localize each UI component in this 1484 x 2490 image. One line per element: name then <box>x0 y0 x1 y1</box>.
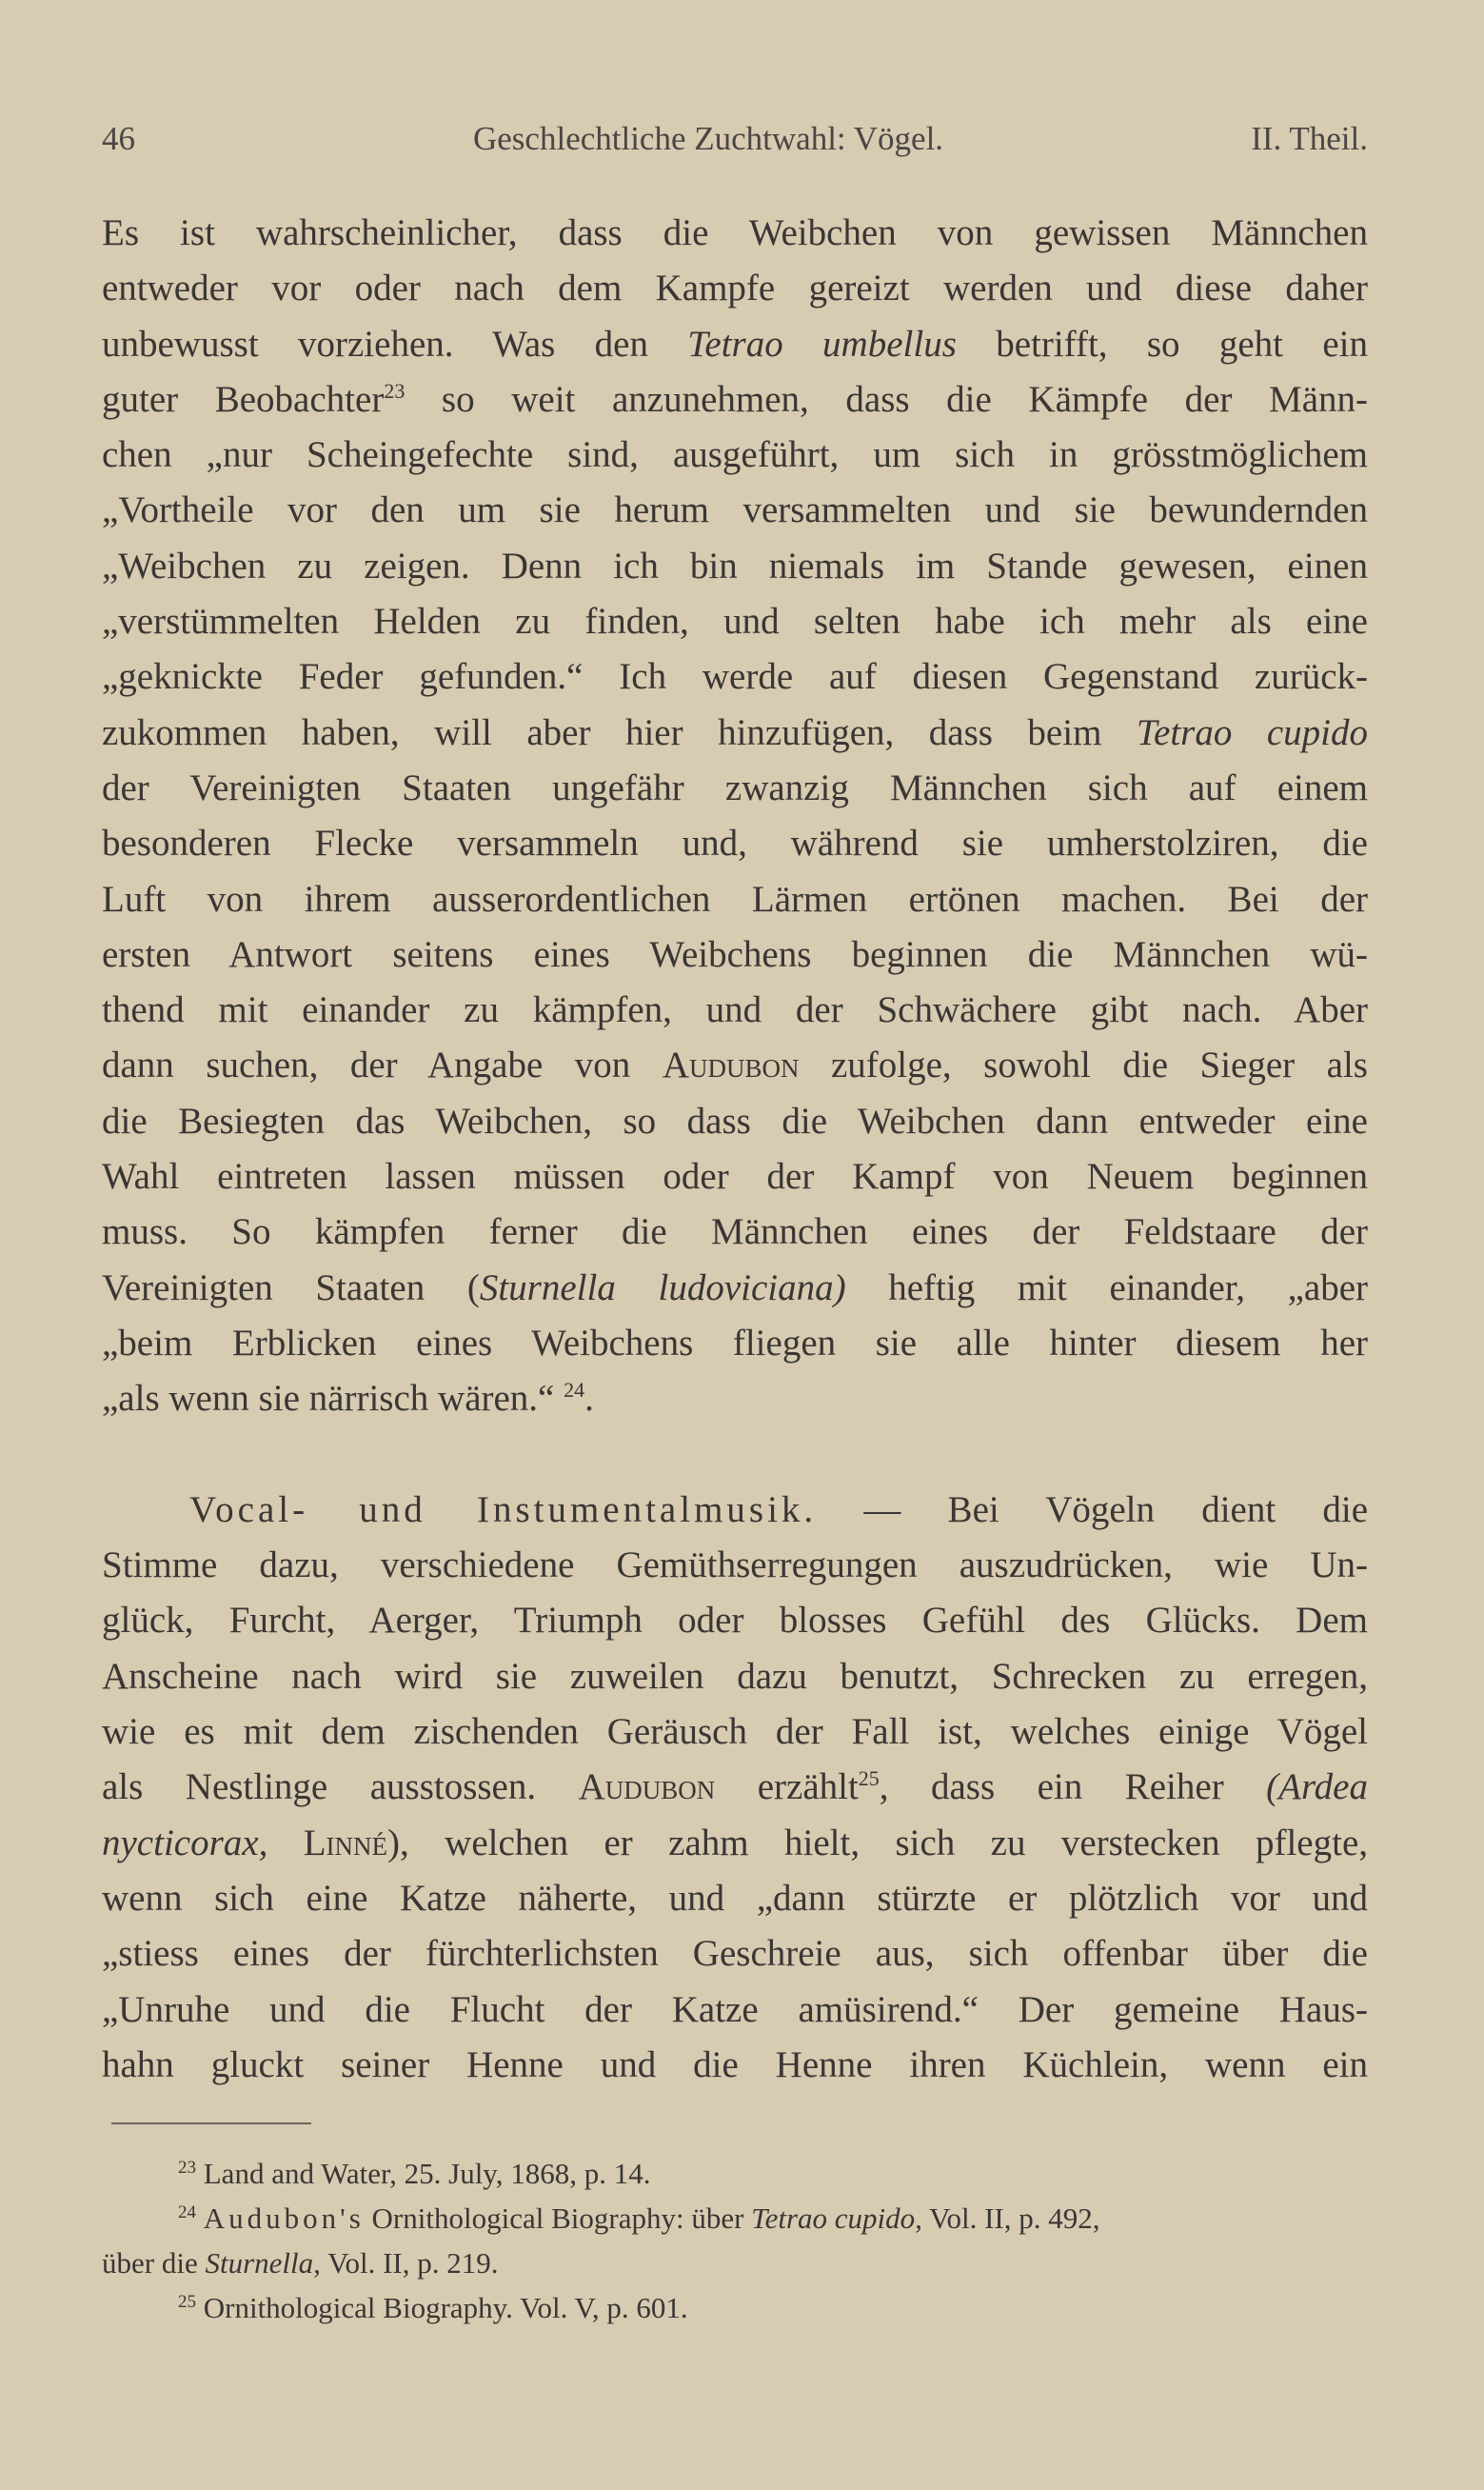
author-name: Linné <box>303 1822 388 1863</box>
species-name: (Ardea <box>1266 1766 1368 1808</box>
paragraph-gap <box>102 1427 1368 1483</box>
running-header <box>102 120 1368 168</box>
text-line: unbewusst vorziehen. Was den Tetrao umbellus betrifft, so geht ein <box>102 323 1368 365</box>
text-line: „Vortheile vor den um sie herum versammelten und sie bewundernden <box>102 489 1368 531</box>
footnote-continuation: über die Sturnella, Vol. II, p. 219. <box>102 2246 499 2280</box>
text-line: entweder vor oder nach dem Kampfe gereizt werden und diese daher <box>102 268 1368 309</box>
text-line: „geknickte Feder gefunden.“ Ich werde auf diesen Gegenstand zurück- <box>102 656 1368 698</box>
footnote: $^{24}$ Audubon's Ornithological Biography: über Tetrao cupido, Vol. II, p. 492, <box>178 2201 1100 2235</box>
text-line: hahn gluckt seiner Henne und die Henne ihren Küchlein, wenn ein <box>102 2043 1368 2085</box>
footnote-rule <box>111 2122 311 2124</box>
text-line: zukommen haben, will aber hier hinzufügen, dass beim Tetrao cupido <box>102 711 1368 753</box>
text-line: thend mit einander zu kämpfen, und der Schwächere gibt nach. Aber <box>102 989 1368 1031</box>
text-line: „stiess eines der fürchterlichsten Geschreie aus, sich offenbar über die <box>102 1933 1368 1975</box>
running-title: Geschlechtliche Zuchtwahl: Vögel. <box>473 120 944 157</box>
text-line: Luft von ihrem ausserordentlichen Lärmen ertönen machen. Bei der <box>102 878 1368 920</box>
footnote-ref: 25 <box>858 1766 880 1791</box>
text-line: „als wenn sie närrisch wären.“ $^{24}$. <box>102 1378 594 1420</box>
author-name: Audubon <box>662 1045 800 1086</box>
text-line: dann suchen, der Angabe von Audubon zufolge, sowohl die Sieger als <box>102 1045 1368 1086</box>
species-name: Tetrao umbellus <box>687 323 957 365</box>
text-line: glück, Furcht, Aerger, Triumph oder blosses Gefühl des Glücks. Dem <box>102 1600 1368 1642</box>
page-number: 46 <box>102 120 135 157</box>
footnote-ref: 23 <box>384 378 406 403</box>
text-line: Anscheine nach wird sie zuweilen dazu benutzt, Schrecken zu erregen, <box>102 1655 1368 1697</box>
species-name: nycticorax, <box>102 1822 268 1863</box>
text-line: Vereinigten Staaten (Sturnella ludoviciana) heftig mit einander, „aber <box>102 1266 1369 1308</box>
paragraph-2 <box>102 1483 1368 2093</box>
footnote-ref: 24 <box>564 1378 585 1403</box>
footnote-mark: 23 <box>178 2158 196 2178</box>
text-line: muss. So kämpfen ferner die Männchen eines der Feldstaare der <box>102 1211 1368 1253</box>
text-line: ersten Antwort seitens eines Weibchens beginnen die Männchen wü- <box>102 933 1368 975</box>
text-line: Stimme dazu, verschiedene Gemüthserregungen auszudrücken, wie Un- <box>102 1544 1368 1586</box>
text-line: „verstümmelten Helden zu finden, und selten habe ich mehr als eine <box>102 601 1368 643</box>
text-line: Wahl eintreten lassen müssen oder der Kampf von Neuem beginnen <box>102 1156 1368 1198</box>
text-line: chen „nur Scheingefechte sind, ausgeführt, um sich in grösstmöglichem <box>102 434 1368 476</box>
text-line: guter Beobachter$^{23}$ so weit anzunehmen, dass die Kämpfe der Männ- <box>102 378 1368 420</box>
text-line: wie es mit dem zischenden Geräusch der Fall ist, welches einige Vögel <box>102 1711 1368 1753</box>
part-label: II. Theil. <box>1251 120 1368 157</box>
species-name: Sturnella ludoviciana) <box>479 1266 846 1308</box>
footnotes <box>102 2151 1368 2330</box>
text-line: die Besiegten das Weibchen, so dass die Weibchen dann entweder eine <box>102 1100 1368 1142</box>
author-name: Audubon <box>578 1766 716 1808</box>
footnote: $^{23}$ Land and Water, 25. July, 1868, p. 14. <box>178 2157 651 2190</box>
species-name: Tetrao cupido <box>1136 711 1368 753</box>
text-line: nycticorax, Linné), welchen er zahm hielt, sich zu verstecken pflegte, <box>102 1822 1369 1863</box>
body-text <box>102 206 1368 2093</box>
text-line: „Weibchen zu zeigen. Denn ich bin niemals im Stande gewesen, einen <box>102 545 1368 587</box>
text-line: „beim Erblicken eines Weibchens fliegen sie alle hinter diesem her <box>102 1322 1368 1364</box>
text-line: Vocal- und Instumentalmusik. — Bei Vögeln dient die <box>189 1488 1369 1530</box>
text-line: besonderen Flecke versammeln und, während sie umherstolziren, die <box>102 823 1368 865</box>
text-line: „Unruhe und die Flucht der Katze amüsirend.“ Der gemeine Haus- <box>102 1988 1368 2030</box>
text-line: als Nestlinge ausstossen. Audubon erzählt$^{25}$, dass ein Reiher (Ardea <box>102 1766 1368 1808</box>
footnote-mark: 24 <box>178 2202 196 2222</box>
footnote: $^{25}$ Ornithological Biography. Vol. V, p. 601. <box>178 2291 688 2324</box>
footnote-mark: 25 <box>178 2292 196 2312</box>
text-line: Es ist wahrscheinlicher, dass die Weibchen von gewissen Männchen <box>102 212 1368 253</box>
text-line: der Vereinigten Staaten ungefähr zwanzig Männchen sich auf einem <box>102 767 1368 808</box>
section-heading: Vocal- und Instumentalmusik. <box>189 1488 818 1530</box>
text-line: wenn sich eine Katze näherte, und „dann stürzte er plötzlich vor und <box>102 1877 1368 1919</box>
paragraph-1 <box>102 206 1368 1427</box>
